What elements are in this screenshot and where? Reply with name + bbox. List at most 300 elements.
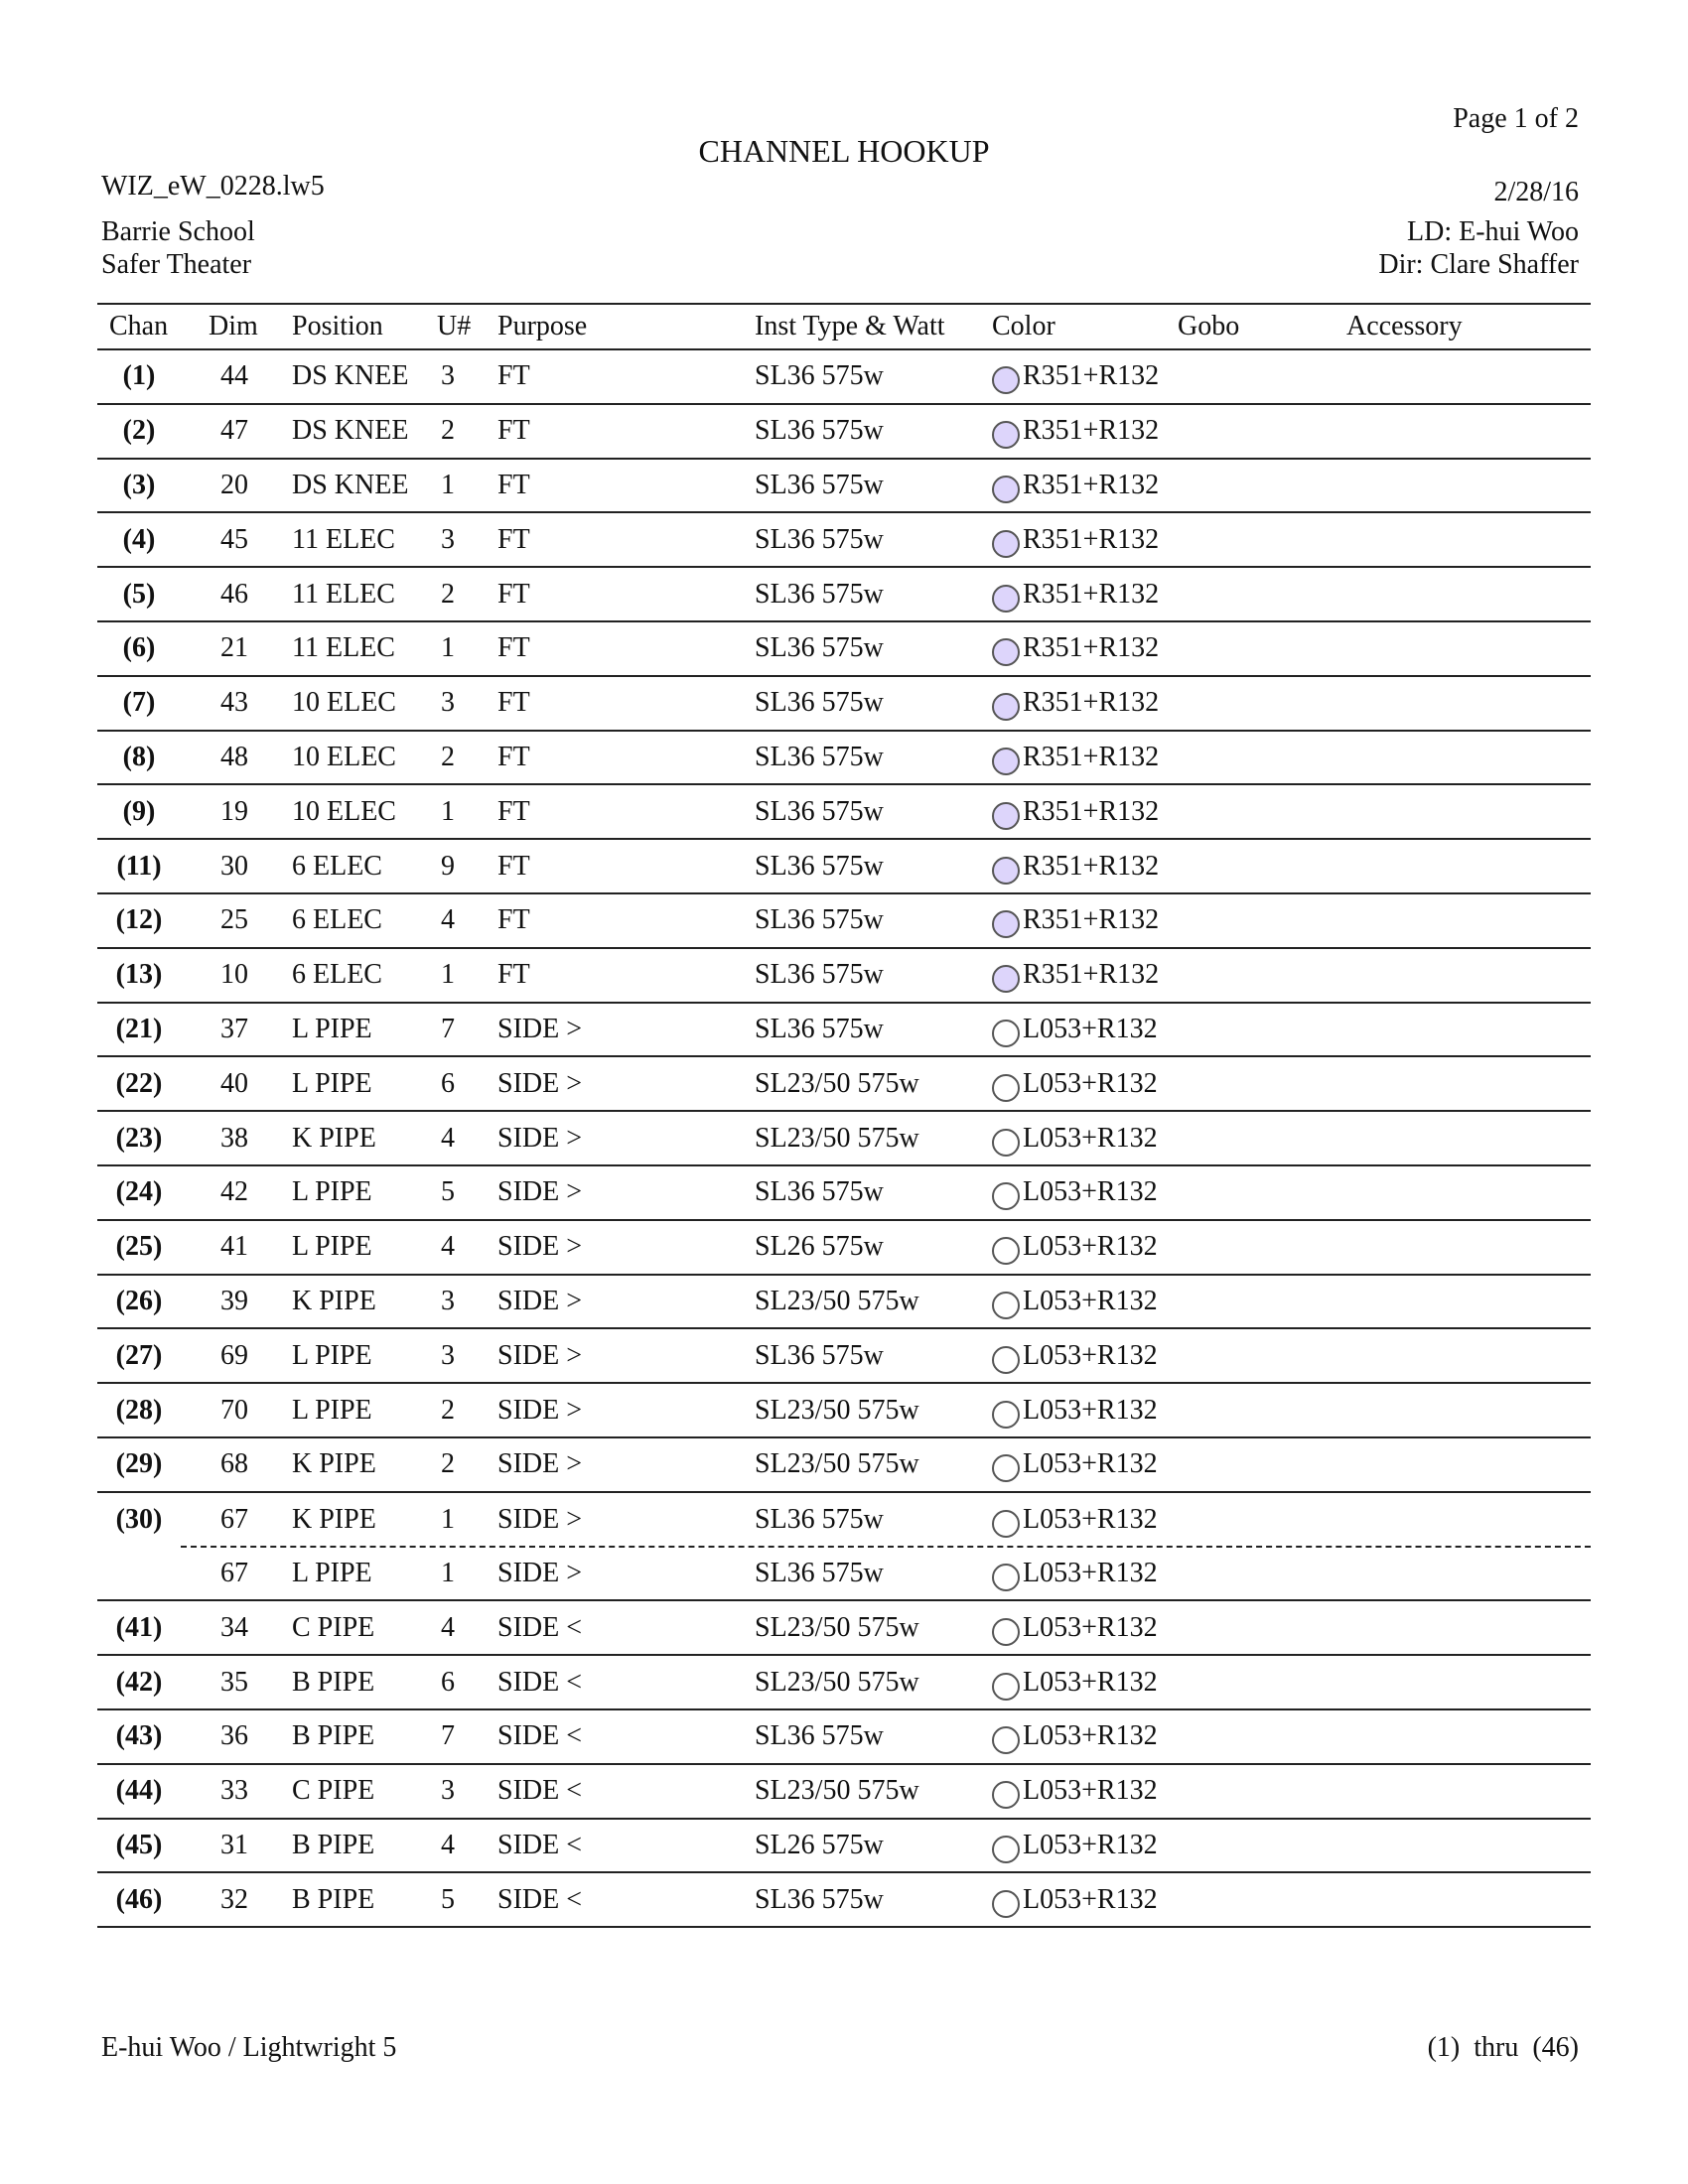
cell-color xyxy=(992,1384,1158,1436)
cell-position: 11 ELEC xyxy=(292,578,395,610)
color-label: L053+R132 xyxy=(1023,1067,1158,1099)
cell-chan: (24) xyxy=(115,1176,163,1208)
cell-purpose: SIDE > xyxy=(497,1067,583,1099)
cell-chan: (9) xyxy=(122,795,156,827)
cell-color xyxy=(992,1276,1158,1328)
color-swatch-icon xyxy=(992,585,1020,613)
lighting-designer: LD: E-hui Woo xyxy=(1407,216,1579,247)
footer-credit: E-hui Woo / Lightwright 5 xyxy=(101,2032,397,2063)
cell-purpose: FT xyxy=(497,959,530,991)
cell-chan: (1) xyxy=(122,360,156,392)
cell-chan: (26) xyxy=(115,1285,163,1316)
color-label: R351+R132 xyxy=(1023,523,1160,555)
cell-dim: 21 xyxy=(220,632,248,664)
cell-dim: 67 xyxy=(220,1557,248,1588)
cell-inst-type: SL36 575w xyxy=(755,904,884,936)
cell-unit: 2 xyxy=(441,415,455,447)
cell-inst-type: SL23/50 575w xyxy=(755,1611,919,1643)
cell-color xyxy=(992,1493,1158,1548)
cell-position: 6 ELEC xyxy=(292,850,382,882)
color-label: R351+R132 xyxy=(1023,687,1160,719)
col-header-inst-type: Inst Type & Watt xyxy=(755,311,945,341)
venue-school: Barrie School xyxy=(101,216,255,247)
cell-unit: 2 xyxy=(441,1448,455,1480)
cell-dim: 40 xyxy=(220,1067,248,1099)
cell-chan: (45) xyxy=(115,1829,163,1860)
cell-purpose: SIDE > xyxy=(497,1013,583,1044)
cell-unit: 4 xyxy=(441,904,455,936)
color-label: L053+R132 xyxy=(1023,1394,1158,1426)
color-label: L053+R132 xyxy=(1023,1122,1158,1154)
color-swatch-icon xyxy=(992,1564,1020,1591)
color-label: R351+R132 xyxy=(1023,469,1160,500)
cell-chan: (3) xyxy=(122,469,156,500)
cell-purpose: SIDE < xyxy=(497,1883,583,1915)
cell-chan: (7) xyxy=(122,687,156,719)
col-header-unit: U# xyxy=(437,311,472,341)
cell-color xyxy=(992,568,1159,620)
cell-purpose: SIDE < xyxy=(497,1666,583,1698)
cell-position: 11 ELEC xyxy=(292,523,395,555)
color-swatch-icon xyxy=(992,1237,1020,1265)
cell-chan: (2) xyxy=(122,415,156,447)
cell-position: DS KNEE xyxy=(292,360,409,392)
cell-inst-type: SL23/50 575w xyxy=(755,1285,919,1316)
cell-position: B PIPE xyxy=(292,1666,375,1698)
table-row xyxy=(97,1166,1591,1221)
cell-inst-type: SL36 575w xyxy=(755,959,884,991)
cell-unit: 4 xyxy=(441,1611,455,1643)
table-row xyxy=(97,1384,1591,1438)
cell-dim: 48 xyxy=(220,741,248,772)
color-label: R351+R132 xyxy=(1023,795,1160,827)
cell-position: 11 ELEC xyxy=(292,632,395,664)
cell-unit: 6 xyxy=(441,1067,455,1099)
cell-purpose: FT xyxy=(497,850,530,882)
table-body xyxy=(97,350,1591,1928)
table-row xyxy=(97,460,1591,514)
cell-purpose: SIDE > xyxy=(497,1339,583,1371)
cell-color xyxy=(992,949,1159,1002)
cell-purpose: FT xyxy=(497,415,530,447)
cell-color xyxy=(992,350,1159,403)
table-row xyxy=(97,1329,1591,1384)
cell-purpose: SIDE < xyxy=(497,1720,583,1752)
cell-position: C PIPE xyxy=(292,1611,375,1643)
cell-inst-type: SL36 575w xyxy=(755,1013,884,1044)
cell-color xyxy=(992,894,1159,947)
page-title: CHANNEL HOOKUP xyxy=(698,133,990,169)
cell-dim: 39 xyxy=(220,1285,248,1316)
table-row xyxy=(97,405,1591,460)
cell-chan: (28) xyxy=(115,1394,163,1426)
table-row xyxy=(97,1057,1591,1112)
cell-inst-type: SL36 575w xyxy=(755,1883,884,1915)
cell-inst-type: SL23/50 575w xyxy=(755,1775,919,1807)
cell-purpose: SIDE < xyxy=(497,1775,583,1807)
cell-dim: 46 xyxy=(220,578,248,610)
file-name: WIZ_eW_0228.lw5 xyxy=(101,171,325,202)
color-label: L053+R132 xyxy=(1023,1829,1158,1860)
cell-chan: (6) xyxy=(122,632,156,664)
cell-position: L PIPE xyxy=(292,1013,372,1044)
cell-position: L PIPE xyxy=(292,1067,372,1099)
col-header-purpose: Purpose xyxy=(497,311,588,341)
footer-range xyxy=(1428,2032,1579,2064)
cell-inst-type: SL36 575w xyxy=(755,632,884,664)
cell-unit: 4 xyxy=(441,1231,455,1263)
cell-unit: 1 xyxy=(441,795,455,827)
cell-position: 10 ELEC xyxy=(292,795,396,827)
cell-chan: (27) xyxy=(115,1339,163,1371)
cell-color xyxy=(992,1656,1158,1708)
cell-inst-type: SL23/50 575w xyxy=(755,1394,919,1426)
cell-chan: (11) xyxy=(116,850,162,882)
table-row xyxy=(97,949,1591,1004)
cell-chan: (46) xyxy=(115,1883,163,1915)
color-swatch-icon xyxy=(992,1182,1020,1210)
color-swatch-icon xyxy=(992,1781,1020,1809)
cell-position: 10 ELEC xyxy=(292,687,396,719)
cell-inst-type: SL26 575w xyxy=(755,1829,884,1860)
cell-purpose: SIDE < xyxy=(497,1611,583,1643)
color-label: L053+R132 xyxy=(1023,1720,1158,1752)
color-swatch-icon xyxy=(992,1510,1020,1538)
cell-unit: 3 xyxy=(441,523,455,555)
color-swatch-icon xyxy=(992,802,1020,830)
cell-chan: (4) xyxy=(122,523,156,555)
color-swatch-icon xyxy=(992,530,1020,558)
cell-position: DS KNEE xyxy=(292,469,409,500)
color-label: R351+R132 xyxy=(1023,632,1160,664)
col-header-gobo: Gobo xyxy=(1178,311,1240,341)
cell-chan: (22) xyxy=(115,1067,163,1099)
cell-dim: 10 xyxy=(220,959,248,991)
table-row xyxy=(97,568,1591,622)
col-header-dim: Dim xyxy=(209,311,258,341)
cell-dim: 69 xyxy=(220,1339,248,1371)
color-label: L053+R132 xyxy=(1023,1176,1158,1208)
cell-color xyxy=(992,1329,1158,1382)
cell-unit: 6 xyxy=(441,1666,455,1698)
cell-position: L PIPE xyxy=(292,1231,372,1263)
table-row xyxy=(97,840,1591,894)
cell-color xyxy=(992,1221,1158,1274)
cell-dim: 20 xyxy=(220,469,248,500)
cell-color xyxy=(992,1548,1158,1600)
table-row xyxy=(97,677,1591,732)
cell-color xyxy=(992,785,1159,838)
cell-unit: 3 xyxy=(441,687,455,719)
color-swatch-icon xyxy=(992,638,1020,666)
cell-unit: 9 xyxy=(441,850,455,882)
cell-dim: 19 xyxy=(220,795,248,827)
color-swatch-icon xyxy=(992,857,1020,885)
table-row xyxy=(97,785,1591,840)
cell-dim: 33 xyxy=(220,1775,248,1807)
cell-purpose: SIDE > xyxy=(497,1394,583,1426)
color-label: L053+R132 xyxy=(1023,1883,1158,1915)
cell-unit: 1 xyxy=(441,632,455,664)
cell-unit: 1 xyxy=(441,959,455,991)
cell-purpose: FT xyxy=(497,687,530,719)
table-row xyxy=(97,1601,1591,1656)
cell-dim: 68 xyxy=(220,1448,248,1480)
color-label: L053+R132 xyxy=(1023,1285,1158,1316)
cell-chan: (23) xyxy=(115,1122,163,1154)
cell-inst-type: SL36 575w xyxy=(755,1720,884,1752)
color-swatch-icon xyxy=(992,1401,1020,1429)
col-header-accessory: Accessory xyxy=(1346,311,1463,341)
cell-position: DS KNEE xyxy=(292,415,409,447)
cell-color xyxy=(992,1166,1158,1219)
cell-unit: 3 xyxy=(441,1339,455,1371)
cell-purpose: SIDE > xyxy=(497,1504,583,1536)
cell-unit: 1 xyxy=(441,469,455,500)
cell-position: K PIPE xyxy=(292,1504,376,1536)
footer-range-thru: thru xyxy=(1474,2032,1519,2063)
cell-purpose: FT xyxy=(497,360,530,392)
color-swatch-icon xyxy=(992,1074,1020,1102)
cell-chan: (43) xyxy=(115,1720,163,1752)
cell-unit: 2 xyxy=(441,741,455,772)
table-row xyxy=(97,894,1591,949)
color-label: R351+R132 xyxy=(1023,741,1160,772)
table-row xyxy=(97,1710,1591,1765)
color-swatch-icon xyxy=(992,1129,1020,1157)
cell-purpose: FT xyxy=(497,741,530,772)
cell-color xyxy=(992,1765,1158,1818)
color-swatch-icon xyxy=(992,1673,1020,1701)
cell-purpose: SIDE < xyxy=(497,1829,583,1860)
cell-color xyxy=(992,405,1159,458)
cell-unit: 4 xyxy=(441,1122,455,1154)
color-label: R351+R132 xyxy=(1023,415,1160,447)
color-swatch-icon xyxy=(992,1292,1020,1319)
cell-inst-type: SL23/50 575w xyxy=(755,1122,919,1154)
cell-inst-type: SL36 575w xyxy=(755,1557,884,1588)
cell-dim: 35 xyxy=(220,1666,248,1698)
cell-position: B PIPE xyxy=(292,1829,375,1860)
cell-color xyxy=(992,1057,1158,1110)
cell-dim: 67 xyxy=(220,1504,248,1536)
table-row xyxy=(97,1112,1591,1166)
cell-color xyxy=(992,1601,1158,1654)
cell-unit: 1 xyxy=(441,1557,455,1588)
cell-dim: 25 xyxy=(220,904,248,936)
cell-color xyxy=(992,622,1159,675)
color-swatch-icon xyxy=(992,1726,1020,1754)
cell-position: B PIPE xyxy=(292,1720,375,1752)
cell-chan: (44) xyxy=(115,1775,163,1807)
table-row xyxy=(97,513,1591,568)
cell-color xyxy=(992,460,1159,512)
cell-chan xyxy=(97,1548,181,1600)
cell-position: K PIPE xyxy=(292,1285,376,1316)
color-label: R351+R132 xyxy=(1023,578,1160,610)
table-row xyxy=(97,1820,1591,1874)
color-label: R351+R132 xyxy=(1023,850,1160,882)
color-swatch-icon xyxy=(992,1618,1020,1646)
table-row xyxy=(97,732,1591,786)
cell-chan: (5) xyxy=(122,578,156,610)
cell-position: B PIPE xyxy=(292,1883,375,1915)
cell-chan: (25) xyxy=(115,1231,163,1263)
cell-inst-type: SL36 575w xyxy=(755,415,884,447)
color-swatch-icon xyxy=(992,421,1020,449)
color-swatch-icon xyxy=(992,1020,1020,1047)
footer-range-end: (46) xyxy=(1532,2032,1579,2063)
cell-unit: 5 xyxy=(441,1176,455,1208)
cell-inst-type: SL36 575w xyxy=(755,741,884,772)
cell-purpose: SIDE > xyxy=(497,1285,583,1316)
cell-inst-type: SL36 575w xyxy=(755,687,884,719)
color-label: R351+R132 xyxy=(1023,959,1160,991)
table-row xyxy=(97,1276,1591,1330)
color-label: L053+R132 xyxy=(1023,1231,1158,1263)
cell-unit: 3 xyxy=(441,360,455,392)
cell-color xyxy=(992,1004,1158,1056)
cell-inst-type: SL36 575w xyxy=(755,360,884,392)
cell-inst-type: SL36 575w xyxy=(755,523,884,555)
cell-chan: (41) xyxy=(115,1611,163,1643)
cell-dim: 47 xyxy=(220,415,248,447)
cell-chan: (12) xyxy=(115,904,163,936)
cell-position: K PIPE xyxy=(292,1122,376,1154)
col-header-chan: Chan xyxy=(109,311,169,341)
cell-inst-type: SL36 575w xyxy=(755,1176,884,1208)
cell-unit: 5 xyxy=(441,1883,455,1915)
cell-purpose: FT xyxy=(497,578,530,610)
cell-dim: 70 xyxy=(220,1394,248,1426)
cell-dim: 30 xyxy=(220,850,248,882)
table-row xyxy=(97,1438,1591,1493)
color-swatch-icon xyxy=(992,965,1020,993)
cell-purpose: FT xyxy=(497,795,530,827)
table-row xyxy=(97,1656,1591,1710)
col-header-position: Position xyxy=(292,311,383,341)
cell-dim: 32 xyxy=(220,1883,248,1915)
cell-inst-type: SL36 575w xyxy=(755,850,884,882)
cell-dim: 34 xyxy=(220,1611,248,1643)
color-label: L053+R132 xyxy=(1023,1339,1158,1371)
color-label: L053+R132 xyxy=(1023,1775,1158,1807)
table-header-row xyxy=(97,303,1591,350)
col-header-color: Color xyxy=(992,311,1055,341)
cell-chan: (30) xyxy=(115,1504,163,1536)
color-swatch-icon xyxy=(992,1890,1020,1918)
cell-dim: 41 xyxy=(220,1231,248,1263)
cell-unit: 2 xyxy=(441,1394,455,1426)
cell-unit: 3 xyxy=(441,1285,455,1316)
cell-unit: 4 xyxy=(441,1829,455,1860)
director: Dir: Clare Shaffer xyxy=(1378,249,1579,280)
cell-inst-type: SL36 575w xyxy=(755,578,884,610)
cell-purpose: SIDE > xyxy=(497,1122,583,1154)
color-swatch-icon xyxy=(992,476,1020,503)
color-swatch-icon xyxy=(992,1836,1020,1863)
table-row xyxy=(97,622,1591,677)
color-label: R351+R132 xyxy=(1023,360,1160,392)
color-label: R351+R132 xyxy=(1023,904,1160,936)
cell-position: L PIPE xyxy=(292,1176,372,1208)
cell-position: K PIPE xyxy=(292,1448,376,1480)
cell-color xyxy=(992,513,1159,566)
cell-dim: 31 xyxy=(220,1829,248,1860)
cell-chan: (42) xyxy=(115,1666,163,1698)
cell-chan: (8) xyxy=(122,741,156,772)
cell-dim: 42 xyxy=(220,1176,248,1208)
color-label: L053+R132 xyxy=(1023,1666,1158,1698)
color-label: L053+R132 xyxy=(1023,1013,1158,1044)
cell-purpose: SIDE > xyxy=(497,1557,583,1588)
color-swatch-icon xyxy=(992,366,1020,394)
table-row xyxy=(97,1765,1591,1820)
cell-color xyxy=(992,840,1159,892)
cell-inst-type: SL36 575w xyxy=(755,1504,884,1536)
cell-inst-type: SL36 575w xyxy=(755,795,884,827)
venue-theater: Safer Theater xyxy=(101,249,252,280)
table-row xyxy=(97,1004,1591,1058)
cell-dim: 43 xyxy=(220,687,248,719)
cell-purpose: FT xyxy=(497,523,530,555)
cell-color xyxy=(992,1112,1158,1164)
color-label: L053+R132 xyxy=(1023,1611,1158,1643)
cell-color xyxy=(992,732,1159,784)
cell-unit: 7 xyxy=(441,1013,455,1044)
cell-position: 6 ELEC xyxy=(292,959,382,991)
cell-purpose: SIDE > xyxy=(497,1176,583,1208)
cell-purpose: FT xyxy=(497,632,530,664)
cell-dim: 37 xyxy=(220,1013,248,1044)
cell-position: 6 ELEC xyxy=(292,904,382,936)
cell-color xyxy=(992,1820,1158,1872)
cell-unit: 2 xyxy=(441,578,455,610)
color-swatch-icon xyxy=(992,910,1020,938)
cell-dim: 45 xyxy=(220,523,248,555)
table-row xyxy=(97,1873,1591,1928)
color-swatch-icon xyxy=(992,1454,1020,1482)
color-swatch-icon xyxy=(992,748,1020,775)
cell-purpose: FT xyxy=(497,469,530,500)
cell-inst-type: SL23/50 575w xyxy=(755,1067,919,1099)
cell-color xyxy=(992,1710,1158,1763)
cell-color xyxy=(992,1873,1158,1926)
color-swatch-icon xyxy=(992,1346,1020,1374)
cell-chan: (21) xyxy=(115,1013,163,1044)
table-row xyxy=(97,1548,1591,1602)
cell-inst-type: SL23/50 575w xyxy=(755,1448,919,1480)
table-row xyxy=(97,1221,1591,1276)
table-row xyxy=(97,1493,1591,1548)
cell-dim: 36 xyxy=(220,1720,248,1752)
cell-inst-type: SL36 575w xyxy=(755,1339,884,1371)
cell-unit: 1 xyxy=(441,1504,455,1536)
cell-inst-type: SL26 575w xyxy=(755,1231,884,1263)
cell-position: L PIPE xyxy=(292,1339,372,1371)
cell-dim: 38 xyxy=(220,1122,248,1154)
color-label: L053+R132 xyxy=(1023,1504,1158,1536)
cell-inst-type: SL36 575w xyxy=(755,469,884,500)
color-swatch-icon xyxy=(992,693,1020,721)
cell-chan: (29) xyxy=(115,1448,163,1480)
cell-unit: 3 xyxy=(441,1775,455,1807)
page-number: Page 1 of 2 xyxy=(1453,103,1579,134)
cell-purpose: SIDE > xyxy=(497,1448,583,1480)
cell-position: 10 ELEC xyxy=(292,741,396,772)
color-label: L053+R132 xyxy=(1023,1448,1158,1480)
cell-color xyxy=(992,1438,1158,1491)
